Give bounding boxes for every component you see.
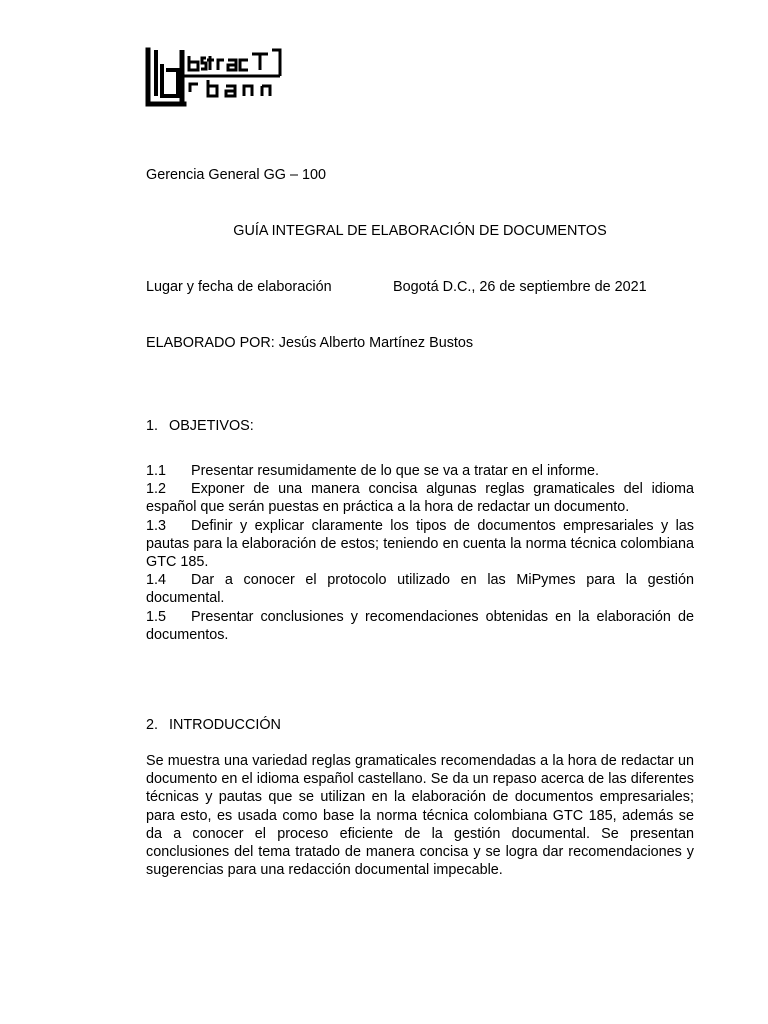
item-text: Presentar resumidamente de lo que se va a tratar en el informe. [191,463,599,479]
section-number: 1. [146,418,159,434]
section-title: INTRODUCCIÓN [169,717,281,733]
department-label: Gerencia General GG – 100 [146,167,326,183]
item-text: Definir y explicar claramente los tipos de documentos empresariales y las pautas para la elaboración de estos; teniendo en cuenta la norma técnica colombiana GTC 185. [146,517,694,571]
item-number: 1.4 [146,572,167,589]
item-number: 1.1 [146,463,167,479]
item-text: Dar a conocer el protocolo utilizado en las MiPymes para la gestión documental. [146,572,694,607]
section-heading-objetivos [146,417,254,435]
document-title: GUÍA INTEGRAL DE ELABORACIÓN DE DOCUMENTOS [233,223,607,239]
section-heading-introduccion [146,716,281,734]
author-line: ELABORADO POR: Jesús Alberto Martínez Bustos [146,335,474,351]
logo-graphic [144,46,282,108]
list-item [146,608,694,644]
company-logo [144,46,282,108]
introduction-body [146,752,694,879]
item-number: 1.3 [146,517,167,534]
list-item [146,571,694,607]
item-number: 1.2 [146,481,167,498]
objectives-list [146,462,694,644]
item-text: Presentar conclusiones y recomendaciones obtenidas en la elaboración de documentos. [146,608,694,643]
item-text: Exponer de una manera concisa algunas reglas gramaticales del idioma español que serán puestas en práctica a la hora de redactar un documento. [146,481,694,516]
section-number: 2. [146,717,159,733]
introduction-paragraph: Se muestra una variedad reglas gramaticales recomendadas a la hora de redactar un documento en el idioma español castellano. Se da un repaso acerca de las diferentes técnicas y pautas que se utilizan en la elaboración de documentos empresariales; para esto, es usada como base la norma técnica colombiana GTC 185, además se da a conocer el proceso eficiente de la gestión documental. Se presentan conclusiones del tema tratado de manera concisa y se logra dar recomendaciones y sugerencias para una redacción documental impecable. [146,753,694,879]
list-item [146,480,694,516]
place-date-value: Bogotá D.C., 26 de septiembre de 2021 [393,279,647,295]
place-date-label: Lugar y fecha de elaboración [146,279,332,295]
item-number: 1.5 [146,608,167,625]
section-title: OBJETIVOS: [169,418,254,434]
list-item [146,462,694,480]
list-item [146,517,694,572]
